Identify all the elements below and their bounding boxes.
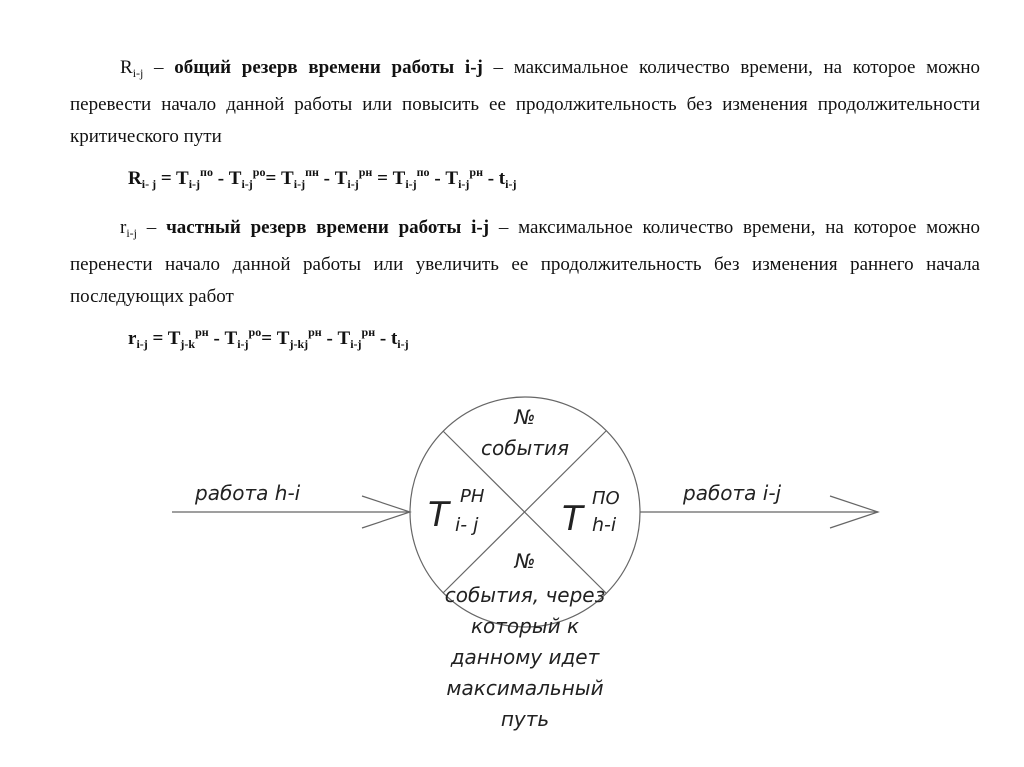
f1-part: - T xyxy=(212,168,242,189)
f1-part: = T xyxy=(265,168,294,189)
f1-sub: i-j xyxy=(347,177,359,191)
definition-text: – максимальное количество времени, на которое можно перевести начало данной работы или повысить ее продолжительность без изменения продолжительности критического пути xyxy=(70,57,981,147)
f2-sup: рн xyxy=(195,325,209,339)
f2-part: - T xyxy=(208,328,238,349)
f1-sup: по xyxy=(416,165,430,179)
f1-sup: рн xyxy=(358,165,373,179)
bold-definition: частный резерв времени работы i-j xyxy=(166,217,490,238)
right-T-sup: ПО xyxy=(592,488,620,509)
f2-part: - t xyxy=(375,328,398,349)
f2-sub: i-j xyxy=(397,337,409,351)
f1-sup: рн xyxy=(469,165,483,179)
f1-sub: i-j xyxy=(458,177,470,191)
f2-sup: рн xyxy=(361,325,376,339)
bottom-text-line: максимальный xyxy=(446,676,604,700)
f2-sup: рн xyxy=(308,325,322,339)
f1-part: = T xyxy=(156,168,189,189)
bottom-text-line: который к xyxy=(470,614,580,638)
event-number-symbol: № xyxy=(514,405,536,429)
f2-part: - T xyxy=(321,328,351,349)
left-T-sup: РН xyxy=(460,486,485,507)
bottom-text-line: события, через xyxy=(444,583,606,607)
f1-sub: i-j xyxy=(188,177,201,191)
bottom-text-line: данному идет xyxy=(450,645,600,669)
f2-sub: i-j xyxy=(237,337,249,351)
definition-text: – максимальное количество времени, на которое можно перенести начало данной работы или увеличить ее продолжительность без изменения раннего начала последующих работ xyxy=(70,217,981,307)
f1-sup: пн xyxy=(305,165,319,179)
f1-sub: i-j xyxy=(293,177,306,191)
f1-part: - T xyxy=(429,168,459,189)
f2-part: r xyxy=(128,328,137,349)
dash: – xyxy=(137,217,167,238)
term-r-sub: i-j xyxy=(126,226,137,240)
left-T-sub: i- j xyxy=(455,514,479,536)
f2-sub: j-k xyxy=(180,337,196,351)
f2-sup: ро xyxy=(248,325,262,339)
bold-definition: общий резерв времени работы i-j xyxy=(174,57,483,78)
f1-sub: i- j xyxy=(141,177,157,191)
term-R-sub: i-j xyxy=(132,66,144,80)
f1-sup: ро xyxy=(252,165,266,179)
f1-part: - T xyxy=(318,168,348,189)
f2-sub: i-j xyxy=(350,337,362,351)
bottom-number-symbol: № xyxy=(514,549,536,573)
f1-sup: по xyxy=(200,165,213,179)
term-r: r xyxy=(120,217,127,238)
f2-part: = T xyxy=(261,328,290,349)
outgoing-work-label: работа i-j xyxy=(683,481,782,505)
f1-sub: i-j xyxy=(405,177,417,191)
left-T: T xyxy=(428,495,449,535)
f1-sub: i-j xyxy=(241,177,253,191)
event-number-label: события xyxy=(480,436,570,460)
term-R: R xyxy=(120,57,133,78)
incoming-work-label: работа h-i xyxy=(195,481,301,505)
f1-sub: i-j xyxy=(505,177,517,191)
f2-part: = T xyxy=(147,328,181,349)
right-T-sub: h-i xyxy=(592,514,617,536)
right-T: T xyxy=(562,499,583,539)
f2-sub: i-j xyxy=(136,337,148,351)
f2-sub: j-kj xyxy=(289,337,309,351)
dash: – xyxy=(143,57,175,78)
f1-part: - t xyxy=(482,168,506,189)
bottom-text-line: путь xyxy=(500,707,550,731)
f1-part: R xyxy=(128,168,142,189)
f1-part: = T xyxy=(372,168,406,189)
